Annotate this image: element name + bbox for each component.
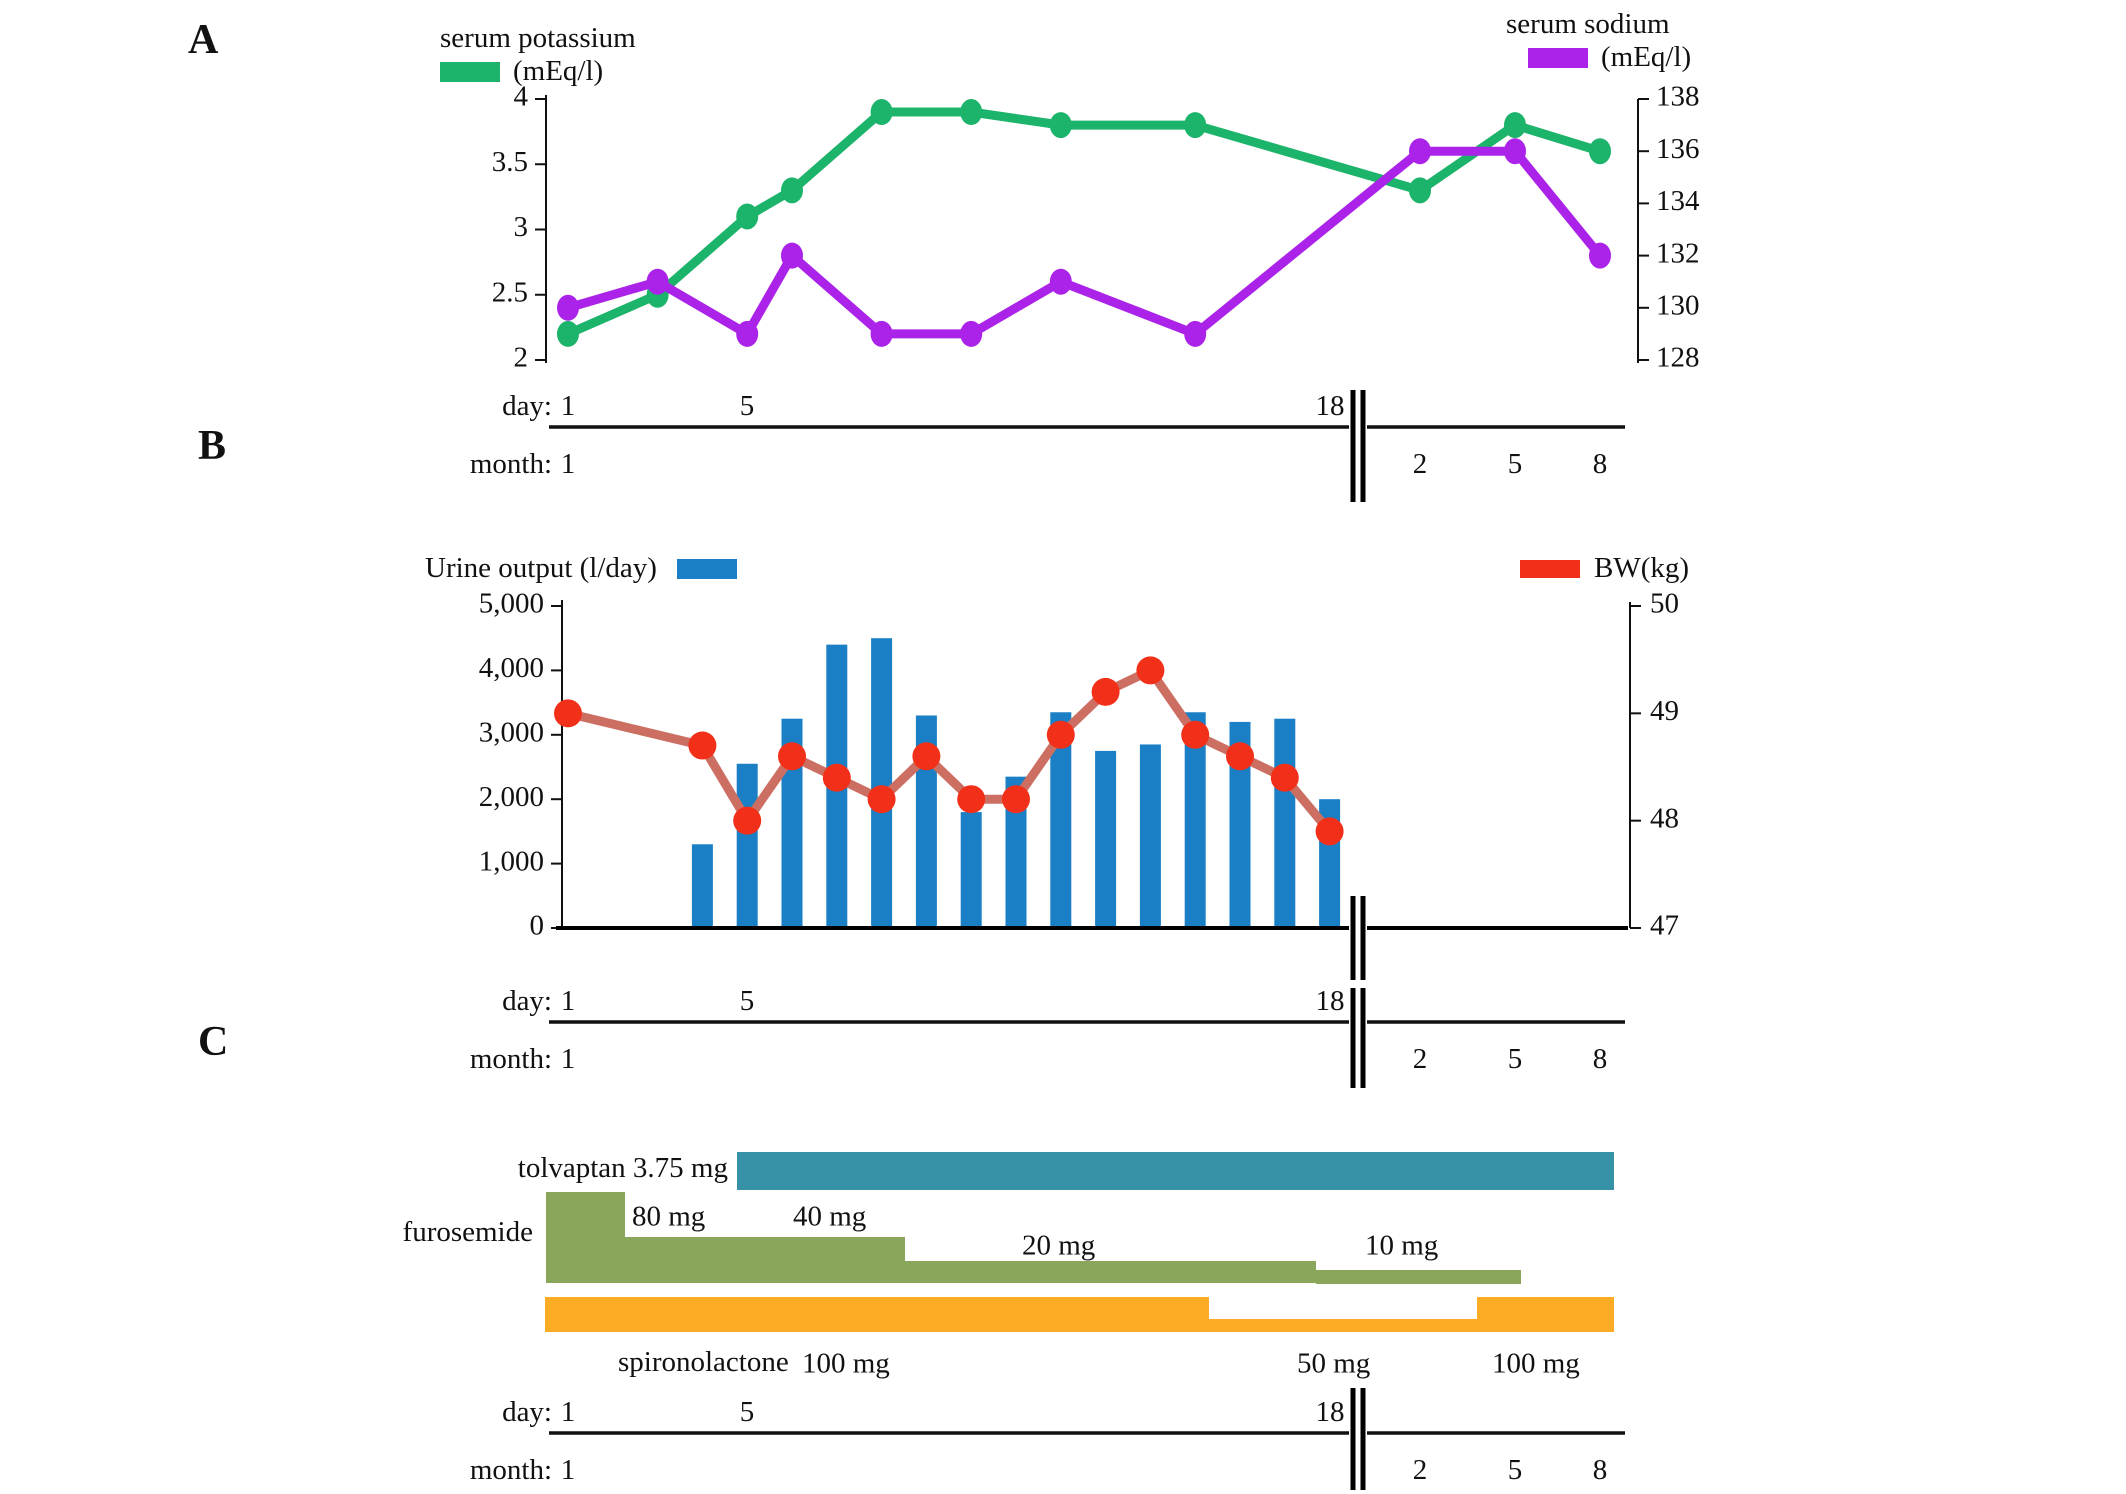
day-tick-label: 5: [739, 1396, 755, 1428]
panel-a-letter: A: [188, 17, 219, 63]
sodium-point: [960, 321, 982, 347]
day-tick-label: 18: [1315, 1396, 1345, 1428]
bw-point: [778, 742, 806, 770]
month-tick-label: 8: [1592, 1043, 1608, 1075]
month-axis-label: month:: [469, 448, 552, 480]
potassium-point: [557, 321, 579, 347]
sodium-axis-tick-label: 130: [1656, 289, 1700, 322]
month-tick-label: 8: [1592, 1454, 1608, 1486]
spironolactone-label: spironolactone: [618, 1346, 789, 1378]
potassium-axis-tick-label: 4: [513, 80, 528, 113]
potassium-point: [1050, 112, 1072, 138]
sodium-legend-title: serum sodium: [1506, 8, 1670, 40]
bw-point: [1136, 656, 1164, 684]
potassium-point: [736, 203, 758, 229]
month-axis-label: month:: [469, 1043, 552, 1075]
month-tick-label: 5: [1507, 1043, 1523, 1075]
sodium-axis-tick-label: 132: [1656, 237, 1700, 270]
potassium-axis-tick-label: 2: [513, 341, 528, 374]
potassium-point: [781, 177, 803, 203]
tolvaptan-label: tolvaptan 3.75 mg: [517, 1152, 728, 1184]
bw-legend-title: BW(kg): [1594, 552, 1690, 584]
month-tick-label: 2: [1412, 1454, 1428, 1486]
tolvaptan-bar-segment: [737, 1152, 1614, 1190]
month-tick-label: 1: [560, 1043, 576, 1075]
bw-point: [912, 742, 940, 770]
urine-bar: [737, 764, 758, 928]
sodium-point: [736, 321, 758, 347]
furosemide-dose-label: 20 mg: [1022, 1229, 1096, 1262]
bw-axis-tick-label: 48: [1650, 802, 1679, 835]
sodium-point: [1050, 269, 1072, 295]
day-tick-label: 5: [739, 985, 755, 1017]
panel-c-letter: C: [198, 1019, 229, 1065]
spironolactone-bar-segment: [545, 1297, 1209, 1332]
urine-bar: [1140, 744, 1161, 928]
day-tick-label: 1: [560, 390, 576, 422]
bw-point: [868, 785, 896, 813]
spironolactone-dose-label: 100 mg: [802, 1347, 890, 1380]
month-tick-label: 1: [560, 1454, 576, 1486]
bw-point: [688, 732, 716, 760]
potassium-point: [1504, 112, 1526, 138]
potassium-point: [960, 99, 982, 125]
month-tick-label: 5: [1507, 448, 1523, 480]
furosemide-bar-segment: [625, 1237, 905, 1283]
furosemide-bar-segment: [905, 1261, 1316, 1283]
urine-axis-tick-label: 1,000: [478, 845, 544, 878]
sodium-point: [1589, 243, 1611, 269]
urine-bar: [1095, 751, 1116, 928]
urine-bar: [871, 638, 892, 928]
urine-axis-tick-label: 4,000: [478, 652, 544, 685]
sodium-point: [557, 295, 579, 321]
potassium-point: [1184, 112, 1206, 138]
furosemide-dose-label: 40 mg: [793, 1200, 867, 1233]
bw-point: [1047, 721, 1075, 749]
furosemide-bar-segment: [1316, 1270, 1521, 1284]
day-tick-label: 18: [1315, 390, 1345, 422]
sodium-point: [1504, 138, 1526, 164]
bw-axis-tick-label: 50: [1650, 587, 1679, 620]
month-tick-label: 2: [1412, 1043, 1428, 1075]
potassium-axis-tick-label: 3: [513, 211, 528, 244]
sodium-axis-tick-label: 134: [1656, 185, 1700, 218]
bw-point: [957, 785, 985, 813]
urine-bar: [1274, 719, 1295, 928]
month-tick-label: 2: [1412, 448, 1428, 480]
furosemide-dose-label: 10 mg: [1365, 1229, 1439, 1262]
urine-axis-tick-label: 2,000: [478, 780, 544, 813]
day-axis-label: day:: [502, 985, 552, 1017]
spironolactone-bar-segment: [1209, 1319, 1477, 1332]
sodium-point: [781, 243, 803, 269]
potassium-point: [1589, 138, 1611, 164]
bw-axis-tick-label: 47: [1650, 909, 1679, 942]
day-axis-label: day:: [502, 1396, 552, 1428]
bw-point: [1002, 785, 1030, 813]
spironolactone-dose-label: 50 mg: [1297, 1347, 1371, 1380]
bw-point: [1092, 678, 1120, 706]
urine-bar: [961, 812, 982, 928]
month-axis-label: month:: [469, 1454, 552, 1486]
furosemide-bar-segment: [546, 1192, 625, 1283]
sodium-point: [871, 321, 893, 347]
month-tick-label: 8: [1592, 448, 1608, 480]
sodium-axis-tick-label: 136: [1656, 132, 1700, 165]
urine-bar: [692, 844, 713, 928]
bw-point: [1181, 721, 1209, 749]
bw-point: [733, 807, 761, 835]
sodium-point: [1184, 321, 1206, 347]
month-tick-label: 1: [560, 448, 576, 480]
day-axis-label: day:: [502, 390, 552, 422]
bw-point: [554, 699, 582, 727]
panel-b-letter: B: [198, 423, 227, 469]
potassium-point: [1409, 177, 1431, 203]
urine-axis-tick-label: 5,000: [478, 587, 544, 620]
day-tick-label: 5: [739, 390, 755, 422]
bw-axis-tick-label: 49: [1650, 694, 1679, 727]
sodium-legend-unit: (mEq/l): [1601, 41, 1692, 74]
furosemide-label: furosemide: [402, 1216, 533, 1248]
sodium-point: [1409, 138, 1431, 164]
day-tick-label: 1: [560, 985, 576, 1017]
potassium-line: [568, 112, 1600, 334]
urine-legend-title: Urine output (l/day): [425, 552, 657, 584]
spironolactone-bar-segment: [1477, 1297, 1614, 1332]
bw-point: [823, 764, 851, 792]
month-tick-label: 5: [1507, 1454, 1523, 1486]
urine-axis-tick-label: 3,000: [478, 716, 544, 749]
potassium-legend-title: serum potassium: [440, 22, 636, 54]
furosemide-dose-label: 80 mg: [632, 1200, 706, 1233]
urine-axis-tick-label: 0: [529, 909, 544, 942]
potassium-axis-tick-label: 2.5: [491, 276, 528, 309]
bw-line: [568, 670, 1330, 831]
potassium-legend-unit: (mEq/l): [513, 55, 604, 88]
day-tick-label: 18: [1315, 985, 1345, 1017]
potassium-point: [871, 99, 893, 125]
sodium-axis-tick-label: 138: [1656, 80, 1700, 113]
spironolactone-dose-label: 100 mg: [1492, 1347, 1580, 1380]
bw-point: [1271, 764, 1299, 792]
potassium-axis-tick-label: 3.5: [491, 145, 528, 178]
sodium-axis-tick-label: 128: [1656, 341, 1700, 374]
sodium-point: [647, 269, 669, 295]
bw-point: [1226, 742, 1254, 770]
bw-point: [1316, 817, 1344, 845]
day-tick-label: 1: [560, 1396, 576, 1428]
